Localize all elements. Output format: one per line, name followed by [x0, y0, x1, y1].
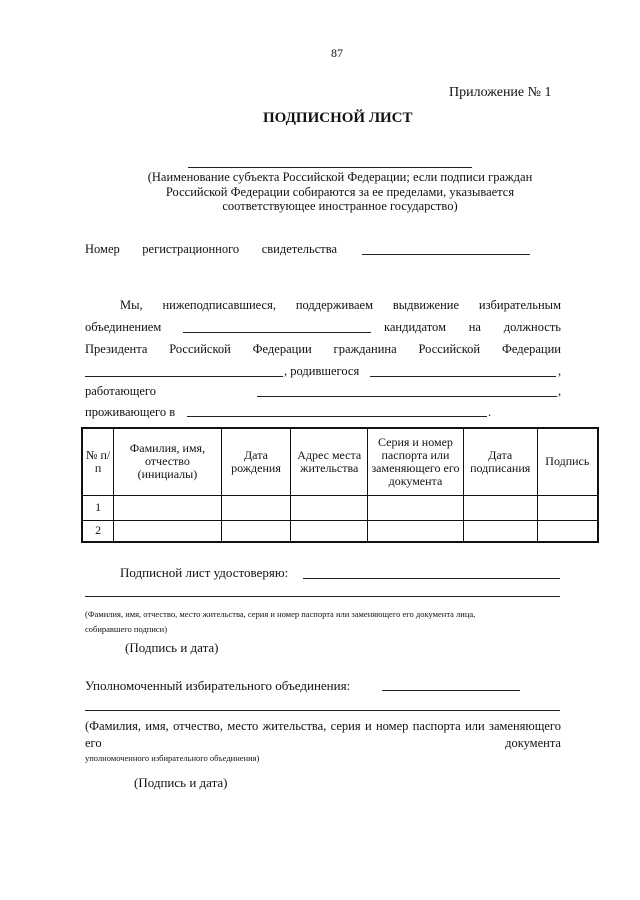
region-note: (Наименование субъекта Российской Федерации; если подписи граждан Российской Федерации собираются за ее пределами, указывается соответствующее иностранное государство)	[147, 170, 533, 213]
col-number: № п/п	[82, 428, 114, 495]
col-address: Адрес места жительства	[291, 428, 368, 495]
authorized-note: (Фамилия, имя, отчество, место жительства, серия и номер паспорта или заменяющего его документа уполномоченного избирательного объединения)	[85, 719, 561, 763]
para-line2-a: объединением	[85, 320, 162, 334]
cell-sign-date[interactable]	[463, 495, 537, 520]
cell-passport[interactable]	[368, 520, 464, 542]
residence-field[interactable]	[187, 416, 487, 417]
cell-full-name[interactable]	[114, 520, 221, 542]
comma-1: ,	[558, 364, 562, 378]
row-number: 1	[82, 495, 114, 520]
cell-passport[interactable]	[368, 495, 464, 520]
cell-address[interactable]	[291, 495, 368, 520]
col-full-name: Фамилия, имя, отчество (инициалы)	[114, 428, 221, 495]
col-sign-date: Дата подписания	[463, 428, 537, 495]
cell-signature[interactable]	[537, 520, 598, 542]
signature-table	[81, 427, 599, 543]
certify-label: Подписной лист удостоверяю:	[120, 565, 289, 580]
page-number: 87	[331, 46, 343, 60]
cert-number-field[interactable]	[362, 254, 530, 255]
cell-signature[interactable]	[537, 495, 598, 520]
born-label: , родившегося	[284, 364, 360, 378]
certify-field-2[interactable]	[85, 596, 560, 597]
col-birth-date: Дата рождения	[221, 428, 291, 495]
birth-date-field[interactable]	[370, 376, 556, 377]
cell-birth-date[interactable]	[221, 495, 291, 520]
cell-sign-date[interactable]	[463, 520, 537, 542]
period: .	[488, 405, 492, 419]
authorized-field[interactable]	[382, 690, 520, 691]
cell-address[interactable]	[291, 520, 368, 542]
table-row	[82, 495, 598, 520]
authorized-label: Уполномоченный избирательного объединения:	[85, 678, 351, 693]
para-line2-b: кандидатом на должность	[384, 320, 561, 334]
row-number: 2	[82, 520, 114, 542]
para-line-3: Президента Российской Федерации гражданина Российской Федерации	[85, 342, 561, 356]
col-passport: Серия и номер паспорта или заменяющего его документа	[368, 428, 464, 495]
table-header-row	[82, 428, 598, 495]
certify-field[interactable]	[303, 578, 560, 579]
signature-date-1: (Подпись и дата)	[125, 640, 219, 655]
col-signature: Подпись	[537, 428, 598, 495]
appendix-label: Приложение № 1	[449, 85, 552, 100]
page-title: ПОДПИСНОЙ ЛИСТ	[263, 110, 413, 126]
para-line-1: Мы, нижеподписавшиеся, поддерживаем выдвижение избирательным	[120, 298, 561, 312]
comma-2: ,	[558, 384, 562, 398]
party-field[interactable]	[183, 332, 371, 333]
certify-note: (Фамилия, имя, отчество, место жительства, серия и номер паспорта или заменяющего его документа лица, собиравшего подписи)	[85, 609, 476, 634]
cell-birth-date[interactable]	[221, 520, 291, 542]
region-line	[188, 167, 472, 168]
cell-full-name[interactable]	[114, 495, 221, 520]
living-label: проживающего в	[85, 405, 176, 419]
signature-date-2: (Подпись и дата)	[134, 775, 228, 790]
authorized-field-2[interactable]	[85, 710, 560, 711]
citizen-name-field[interactable]	[85, 376, 283, 377]
cert-label: Номер регистрационного свидетельства	[85, 242, 337, 256]
table-row	[82, 520, 598, 542]
working-label: работающего	[85, 384, 156, 398]
workplace-field[interactable]	[257, 396, 557, 397]
